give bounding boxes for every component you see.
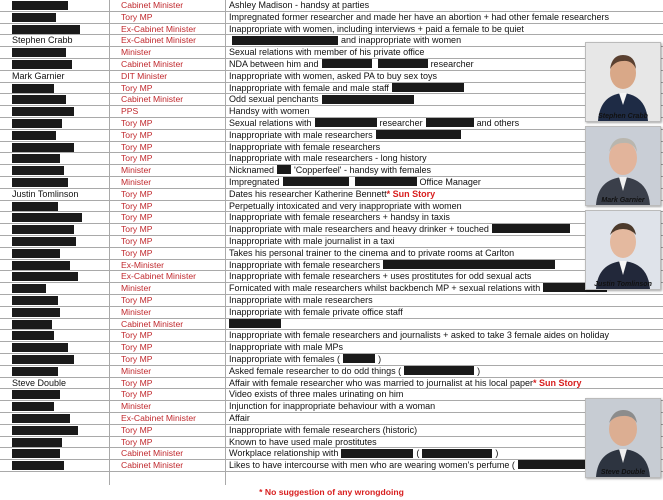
name-cell: [12, 283, 108, 294]
name-cell: [12, 24, 108, 35]
details-cell: Inappropriate with female researchers: [229, 141, 381, 152]
table-row: [0, 366, 663, 378]
details-cell: Inappropriate with female private office staff: [229, 306, 403, 317]
details-cell: Takes his personal trainer to the cinema and to private rooms at Carlton: [229, 247, 515, 258]
details-cell: Nicknamed 'Copperfeel' - handsy with females: [229, 165, 432, 176]
details-cell: Inappropriate with female researchers + handsy in taxis: [229, 212, 450, 223]
details-cell: Fornicated with male researchers whilst backbench MP + sexual relations with: [229, 283, 661, 294]
redaction-bar: [12, 107, 74, 116]
table-row: [0, 118, 663, 130]
name-cell: [12, 94, 108, 105]
role-cell: Minister: [121, 365, 152, 376]
role-cell: Tory MP: [121, 377, 153, 388]
portrait-image: [586, 211, 660, 289]
table-row: [0, 212, 663, 224]
photo-justin-tomlinson: [585, 210, 661, 290]
table-row: [0, 83, 663, 95]
name-cell: [12, 271, 108, 282]
redaction-bar: [12, 225, 74, 234]
name-cell: [12, 295, 108, 306]
role-cell: Cabinet Minister: [121, 460, 184, 471]
name-cell: [12, 224, 108, 235]
details-cell: Affair: [229, 413, 250, 423]
table-row: [0, 236, 663, 248]
table-row: [0, 307, 663, 319]
redaction-bar: [12, 355, 74, 364]
role-cell: Tory MP: [121, 330, 153, 341]
table-row: [0, 106, 663, 118]
name-cell: [12, 118, 108, 129]
redaction-bar: [12, 402, 54, 411]
role-cell: Ex-Cabinet Minister: [121, 23, 196, 34]
redaction-bar: [232, 36, 338, 45]
redaction-bar: [12, 237, 76, 246]
redaction-bar: [12, 414, 70, 423]
table-row: [0, 342, 663, 354]
name-cell: [12, 12, 108, 23]
role-cell: Minister: [121, 165, 152, 176]
name-cell: [12, 437, 108, 448]
redaction-bar: [12, 178, 68, 187]
details-cell: Sexual relations with member of his private office: [229, 47, 425, 58]
details-cell: Likes to have intercourse with men who are wearing women's perfume (: [229, 460, 661, 471]
details-cell: Injunction for inappropriate behaviour with a woman: [229, 401, 436, 412]
redaction-bar: [12, 320, 52, 329]
role-cell: Cabinet Minister: [121, 318, 184, 329]
role-cell: Cabinet Minister: [121, 0, 184, 10]
redaction-bar: [12, 95, 66, 104]
role-cell: Tory MP: [121, 436, 153, 447]
redaction-bar: [12, 343, 68, 352]
table-row: [0, 283, 663, 295]
table-row: [0, 59, 663, 71]
redaction-bar: [12, 60, 72, 69]
role-cell: Tory MP: [121, 11, 153, 22]
role-cell: Ex-Cabinet Minister: [121, 413, 196, 423]
redaction-bar: [12, 261, 70, 270]
photo-stephen-crabb: [585, 42, 661, 122]
redaction-bar: [12, 249, 60, 258]
name-cell: [12, 130, 108, 141]
role-cell: Tory MP: [121, 118, 153, 128]
table-row: [0, 248, 663, 260]
details-cell: Impregnated former researcher and made her have an abortion + had other female researchers: [229, 11, 609, 22]
redaction-bar: [355, 177, 417, 186]
role-cell: PPS: [121, 106, 139, 117]
redaction-bar: [12, 272, 78, 281]
role-cell: Tory MP: [121, 354, 153, 364]
table-row: [0, 24, 663, 36]
name-cell: [12, 0, 108, 11]
role-cell: Tory MP: [121, 236, 153, 246]
table-row: [0, 189, 663, 201]
table-row: [0, 0, 663, 12]
portrait-image: [586, 127, 660, 205]
role-cell: DIT Minister: [121, 70, 168, 81]
redaction-bar: [341, 449, 413, 458]
details-cell: Inappropriate with female researchers: [229, 260, 661, 271]
details-cell: Affair with female researcher who was married to journalist at his local paper* Sun Story: [229, 377, 582, 388]
photo-caption: Steve Double: [600, 469, 646, 476]
role-cell: Minister: [121, 306, 152, 317]
details-cell: Ashley Madison - handsy at parties: [229, 0, 370, 10]
name-cell: [12, 106, 108, 117]
redaction-bar: [12, 13, 56, 22]
table-row: [0, 142, 663, 154]
role-cell: Ex-Cabinet Minister: [121, 271, 196, 282]
name-cell: [12, 142, 108, 153]
role-cell: Ex-Cabinet Minister: [121, 35, 196, 46]
details-cell: Inappropriate with women, asked PA to buy sex toys: [229, 70, 437, 81]
role-cell: Ex-Minister: [121, 259, 164, 270]
redaction-bar: [343, 354, 375, 363]
redaction-bar: [518, 460, 594, 469]
role-cell: Minister: [121, 47, 152, 58]
redaction-bar: [12, 331, 54, 340]
details-cell: Inappropriate with male researchers and heavy drinker + touched: [229, 224, 661, 235]
details-cell: [229, 319, 661, 330]
details-cell: Perpetually intoxicated and very inappropriate with women: [229, 200, 462, 211]
table-row: [0, 12, 663, 24]
table-row: [0, 389, 663, 401]
name-cell: Justin Tomlinson: [12, 188, 79, 199]
role-cell: Tory MP: [121, 153, 153, 164]
role-cell: Tory MP: [121, 424, 153, 435]
table-row: [0, 413, 663, 425]
name-cell: [12, 47, 108, 58]
redaction-bar: [277, 165, 291, 174]
role-cell: Tory MP: [121, 247, 153, 258]
redaction-bar: [12, 202, 58, 211]
details-cell: Sexual relations with researcher and others: [229, 118, 520, 128]
redaction-bar: [12, 426, 78, 435]
photo-caption: Stephen Crabb: [598, 113, 648, 120]
table-row: [0, 224, 663, 236]
redaction-bar: [12, 84, 54, 93]
name-cell: [12, 366, 108, 377]
details-cell: Inappropriate with male researchers - long history: [229, 153, 427, 164]
redaction-bar: [12, 461, 64, 470]
name-cell: Stephen Crabb: [12, 35, 73, 46]
role-cell: Minister: [121, 177, 152, 187]
redaction-bar: [378, 59, 428, 68]
role-cell: Tory MP: [121, 389, 153, 400]
table-row: [0, 35, 663, 47]
redaction-bar: [12, 284, 46, 293]
redaction-bar: [283, 177, 349, 186]
name-cell: [12, 460, 108, 471]
name-cell: Steve Double: [12, 377, 67, 388]
table-row: [0, 94, 663, 106]
name-cell: [12, 236, 108, 247]
portrait-image: [586, 399, 660, 477]
redaction-bar: [12, 296, 58, 305]
table-row: [0, 153, 663, 165]
details-cell: Inappropriate with male MPs: [229, 342, 344, 353]
details-cell: and inappropriate with women: [229, 35, 661, 46]
redaction-bar: [12, 390, 60, 399]
role-cell: Minister: [121, 283, 152, 294]
name-cell: [12, 83, 108, 94]
table-row: [0, 378, 663, 390]
redaction-bar: [12, 154, 60, 163]
name-cell: [12, 212, 108, 223]
redaction-bar: [12, 166, 64, 175]
redaction-bar: [383, 260, 555, 269]
details-cell: Inappropriate with women, including interviews + paid a female to be quiet: [229, 23, 524, 34]
details-cell: NDA between him and researcher: [229, 59, 474, 69]
photo-caption: Justin Tomlinson: [594, 281, 652, 288]
redaction-bar: [12, 25, 80, 34]
details-cell: Inappropriate with females ( ): [229, 354, 382, 364]
name-cell: [12, 177, 108, 188]
redaction-bar: [12, 438, 62, 447]
redaction-bar: [426, 118, 474, 127]
redaction-bar: [12, 367, 58, 376]
redaction-bar: [229, 319, 281, 328]
table-row: [0, 165, 663, 177]
redaction-bar: [492, 224, 570, 233]
details-cell: Inappropriate with female researchers + uses prostitutes for odd sexual acts: [229, 271, 532, 282]
role-cell: Minister: [121, 401, 152, 412]
details-cell: Known to have used male prostitutes: [229, 436, 377, 447]
name-cell: [12, 401, 108, 412]
name-cell: [12, 165, 108, 176]
redaction-bar: [12, 213, 82, 222]
details-cell: Workplace relationship with ( ): [229, 448, 499, 459]
redaction-bar: [322, 59, 372, 68]
footer-note: * No suggestion of any wrongdoing: [259, 487, 404, 497]
role-cell: Tory MP: [121, 141, 153, 152]
role-cell: Tory MP: [121, 82, 153, 93]
role-cell: Tory MP: [121, 295, 153, 305]
redaction-bar: [12, 449, 60, 458]
name-cell: [12, 153, 108, 164]
photo-mark-garnier: [585, 126, 661, 206]
name-cell: Mark Garnier: [12, 70, 65, 81]
name-cell: [12, 260, 108, 271]
portrait-image: [586, 43, 660, 121]
redaction-bar: [422, 449, 492, 458]
table-row: [0, 319, 663, 331]
redaction-bar: [392, 83, 464, 92]
name-cell: [12, 319, 108, 330]
table-row: [0, 71, 663, 83]
role-cell: Cabinet Minister: [121, 448, 184, 459]
name-cell: [12, 248, 108, 259]
sun-story-tag: * Sun Story: [386, 188, 436, 199]
redaction-bar: [12, 119, 62, 128]
details-cell: Impregnated Office Manager: [229, 177, 481, 187]
role-cell: Tory MP: [121, 212, 153, 223]
table-row: [0, 401, 663, 413]
redaction-bar: [12, 48, 66, 57]
name-cell: [12, 201, 108, 212]
redaction-bar: [12, 131, 56, 140]
table-row: [0, 425, 663, 437]
table-row: [0, 354, 663, 366]
name-cell: [12, 59, 108, 70]
redaction-bar: [315, 118, 377, 127]
role-cell: Cabinet Minister: [121, 94, 184, 105]
details-cell: Video exists of three males urinating on him: [229, 389, 404, 400]
name-cell: [12, 389, 108, 400]
details-cell: Asked female researcher to do odd things ( ): [229, 365, 481, 376]
table-row: [0, 47, 663, 59]
table-row: [0, 295, 663, 307]
redaction-bar: [376, 130, 461, 139]
role-cell: Tory MP: [121, 224, 153, 235]
role-cell: Cabinet Minister: [121, 59, 184, 69]
details-cell: Handsy with women: [229, 106, 310, 117]
redaction-bar: [12, 143, 74, 152]
details-cell: Inappropriate with male researchers: [229, 295, 373, 305]
table-row: [0, 437, 663, 449]
details-cell: Inappropriate with male researchers: [229, 130, 661, 141]
details-cell: Inappropriate with female and male staff: [229, 83, 661, 94]
name-cell: [12, 448, 108, 459]
table-row: [0, 448, 663, 460]
role-cell: Tory MP: [121, 342, 153, 353]
role-cell: Tory MP: [121, 200, 153, 211]
details-cell: Odd sexual penchants: [229, 94, 661, 105]
name-cell: [12, 330, 108, 341]
table-row: [0, 130, 663, 142]
details-cell: Inappropriate with female researchers and journalists + asked to take 3 female aides on holiday: [229, 330, 609, 341]
role-cell: Tory MP: [121, 129, 153, 140]
name-cell: [12, 354, 108, 365]
photo-steve-double: [585, 398, 661, 478]
name-cell: [12, 342, 108, 353]
redaction-bar: [12, 1, 68, 10]
sun-story-tag: * Sun Story: [532, 377, 582, 388]
table-row: [0, 201, 663, 213]
details-cell: Inappropriate with female researchers (historic): [229, 424, 418, 435]
table-row: [0, 177, 663, 189]
table-row: [0, 271, 663, 283]
details-cell: Inappropriate with male journalist in a taxi: [229, 236, 395, 246]
table-row: [0, 460, 663, 472]
table-row: [0, 260, 663, 272]
name-cell: [12, 425, 108, 436]
photo-caption: Mark Garnier: [601, 197, 645, 204]
name-cell: [12, 307, 108, 318]
role-cell: Tory MP: [121, 188, 153, 199]
redaction-bar: [322, 95, 414, 104]
details-cell: Dates his researcher Katherine Bennett* Sun Story: [229, 188, 436, 199]
redaction-bar: [404, 366, 474, 375]
redaction-bar: [12, 308, 60, 317]
table-row: [0, 330, 663, 342]
name-cell: [12, 413, 108, 424]
